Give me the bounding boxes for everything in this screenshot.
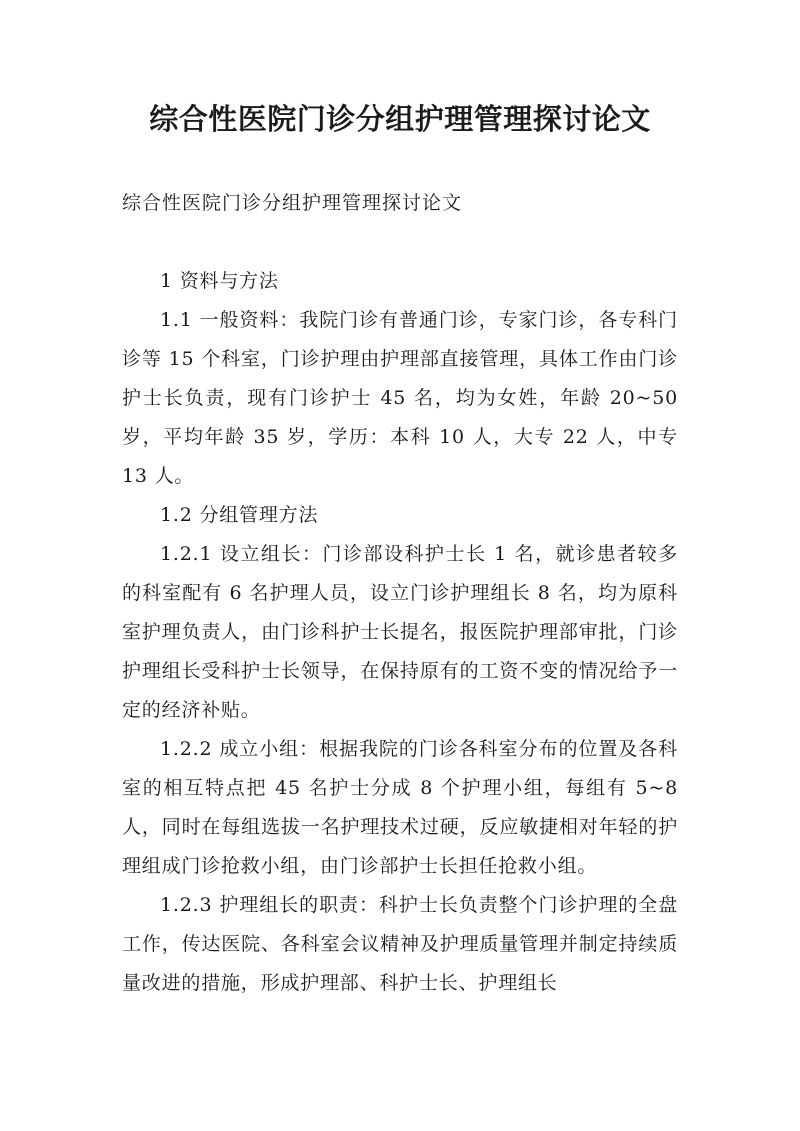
document-subtitle: 综合性医院门诊分组护理管理探讨论文 [122, 192, 463, 214]
section-heading-1: 1 资料与方法 [160, 270, 279, 292]
document-title: 综合性医院门诊分组护理管理探讨论文 [149, 102, 651, 136]
paragraph-form-groups: 1.2.2 成立小组：根据我院的门诊各科室分布的位置及各科室的相互特点把 45 名护士分成 8 个护理小组，每组有 5~8 人，同时在每组选拔一名护理技术过硬，反应敏捷相对年轻的护理组成门诊抢救小组，由门诊部护士长担任抢救小组。 [122, 738, 678, 877]
document-body [122, 262, 678, 1003]
paragraph-leader-duties: 1.2.3 护理组长的职责：科护士长负责整个门诊护理的全盘工作，传达医院、各科室会议精神及护理质量管理并制定持续质量改进的措施，形成护理部、科护士长、护理组长 [122, 894, 678, 994]
paragraph-general-info: 1.1 一般资料：我院门诊有普通门诊，专家门诊，各专科门诊等 15 个科室，门诊护理由护理部直接管理，具体工作由门诊护士长负责，现有门诊护士 45 名，均为女姓，年龄 20~50 岁，平均年龄 35 岁，学历：本科 10 人，大专 22 人，中专 13 人。 [122, 309, 678, 487]
paragraph-set-leaders: 1.2.1 设立组长：门诊部设科护士长 1 名，就诊患者较多的科室配有 6 名护理人员，设立门诊护理组长 8 名，均为原科室护理负责人，由门诊科护士长提名，报医院护理部审批，门诊护理组长受科护士长领导，在保持原有的工资不变的情况给予一定的经济补贴。 [122, 543, 678, 721]
section-heading-1-2: 1.2 分组管理方法 [160, 504, 319, 526]
